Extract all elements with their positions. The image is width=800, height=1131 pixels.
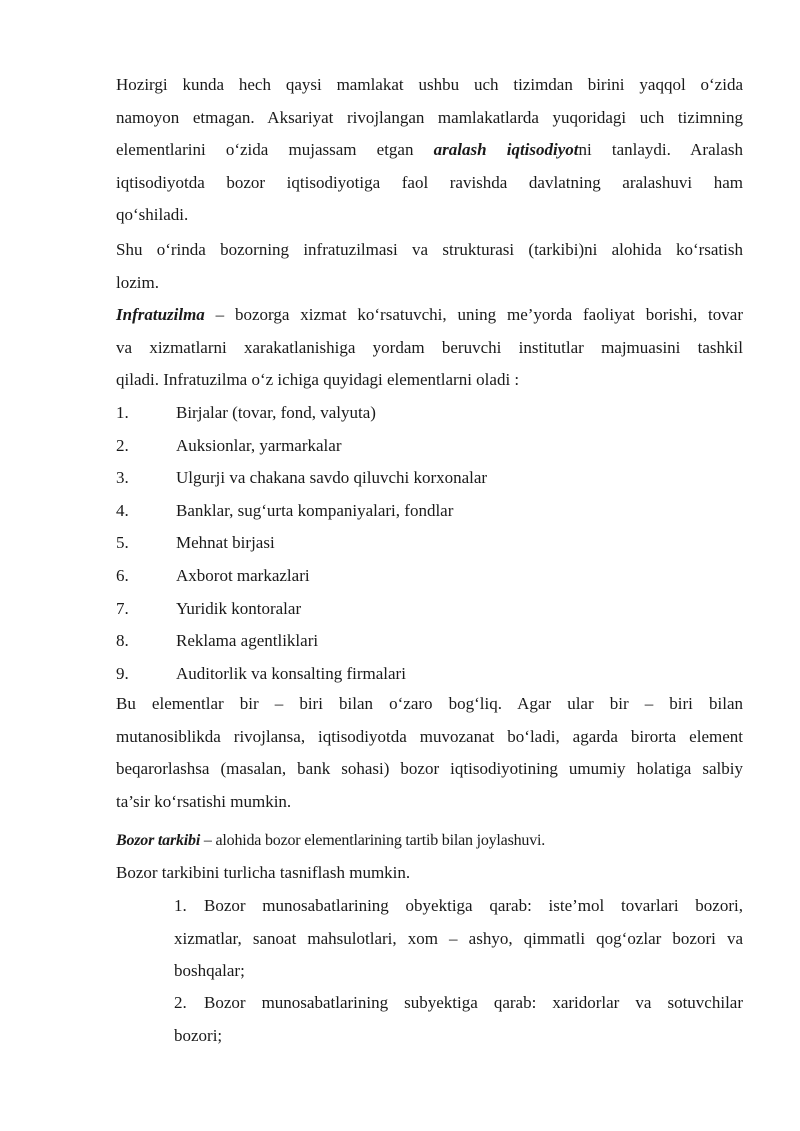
relation-line-2: mutanosiblikda rivojlansa, iqtisodiyotda muvozanat bo‘ladi, agarda birorta element <box>116 726 743 746</box>
classification-sentence <box>116 857 743 890</box>
infrastructure-definition <box>116 299 743 397</box>
list-item-number: 5. <box>116 533 129 553</box>
list-item-text: Bozor munosabatlarining subyektiga qarab: xaridorlar va sotuvchilar <box>204 993 743 1012</box>
market-structure-term: Bozor tarkibi <box>116 832 201 849</box>
list-item-text: Auditorlik va konsalting firmalari <box>176 663 406 683</box>
list-item-number: 6. <box>116 565 129 585</box>
infra-line-1 <box>116 299 743 332</box>
list-item-number: 9. <box>116 663 129 683</box>
para2-line-1: Shu o‘rinda bozorning infratuzilmasi va strukturasi (tarkibi)ni alohida ko‘rsatish <box>116 240 743 259</box>
list-item-text: Bozor munosabatlarining obyektiga qarab: iste’mol tovarlari bozori, <box>204 896 743 915</box>
classification-item-1-line-2: xizmatlar, sanoat mahsulotlari, xom – ashyo, qimmatli qog‘ozlar bozori va <box>174 928 743 948</box>
list-item-number: 1. <box>116 403 129 422</box>
relation-line-1: Bu elementlar bir – biri bilan o‘zaro bog‘liq. Agar ular bir – biri bilan <box>116 694 743 713</box>
list-item-number: 3. <box>116 468 129 488</box>
list-item-text: Birjalar (tovar, fond, valyuta) <box>176 403 376 422</box>
list-item-text: Axborot markazlari <box>176 565 310 585</box>
infrastructure-term: Infratuzilma <box>116 305 205 324</box>
mixed-economy-term: aralash iqtisodiyot <box>433 140 579 159</box>
structure-line-rest: – alohida bozor elementlarining tartib bilan joylashuvi. <box>200 832 546 849</box>
list-item <box>116 397 487 430</box>
list-item-number: 8. <box>116 631 129 651</box>
classification-item-1-line-3: boshqalar; <box>174 961 245 980</box>
elements-relation-paragraph <box>116 688 743 818</box>
infrastructure-elements-list <box>116 397 487 690</box>
classification-item-2-line-1 <box>174 987 743 1020</box>
list-item <box>116 462 487 495</box>
relation-line-4: ta’sir ko‘rsatishi mumkin. <box>116 791 292 811</box>
classification-item-2-line-2: bozori; <box>174 1025 223 1045</box>
intro-line-5: qo‘shiladi. <box>116 205 189 224</box>
intro-line-3-end: ni tanlaydi. Aralash <box>578 140 743 159</box>
market-structure-definition <box>116 825 743 858</box>
infra-line-1-rest: – bozorga xizmat ko‘rsatuvchi, uning me’yorda faoliyat borishi, tovar <box>204 305 743 324</box>
list-item-text: Mehnat birjasi <box>176 533 275 553</box>
list-item-text: Reklama agentliklari <box>176 631 319 651</box>
list-item <box>116 658 487 691</box>
infra-line-3: qiladi. Infratuzilma o‘z ichiga quyidagi elementlarni oladi : <box>116 370 520 389</box>
intro-line-2: namoyon etmagan. Aksariyat rivojlangan mamlakatlarda yuqoridagi uch tizimning <box>116 107 743 127</box>
structure-line <box>116 825 743 858</box>
list-item <box>116 430 487 463</box>
classification-item-1-line-1 <box>174 890 743 923</box>
list-item-text: Yuridik kontoralar <box>176 598 302 618</box>
list-item-number: 2. <box>116 435 129 455</box>
list-item-text: Banklar, sug‘urta kompaniyalari, fondlar <box>176 500 454 520</box>
classification-text: Bozor tarkibini turlicha tasniflash mumkin. <box>116 863 411 882</box>
list-item-text: Auksionlar, yarmarkalar <box>176 435 342 455</box>
infra-line-2: va xizmatlarni xarakatlanishiga yordam beruvchi institutlar majmuasini tashkil <box>116 337 743 357</box>
list-item-number: 2. <box>174 993 187 1012</box>
intro-line-4: iqtisodiyotda bozor iqtisodiyotiga faol ravishda davlatning aralashuvi ham <box>116 172 743 192</box>
intro-paragraph <box>116 69 743 232</box>
list-item <box>116 560 487 593</box>
list-item-text: Ulgurji va chakana savdo qiluvchi korxonalar <box>176 468 488 488</box>
list-item <box>116 625 487 658</box>
list-item <box>116 593 487 626</box>
list-item <box>116 527 487 560</box>
list-item <box>116 495 487 528</box>
list-item-number: 1. <box>174 896 187 915</box>
intro-line-3 <box>116 134 743 167</box>
relation-line-3: beqarorlashsa (masalan, bank sohasi) bozor iqtisodiyotining umumiy holatiga salbiy <box>116 759 743 778</box>
classification-item-1 <box>174 890 743 988</box>
infrastructure-intro-paragraph <box>116 234 743 299</box>
para2-line-2: lozim. <box>116 272 159 292</box>
list-item-number: 7. <box>116 598 129 618</box>
intro-line-3-start: elementlarini o‘zida mujassam etgan <box>116 140 434 159</box>
intro-line-1: Hozirgi kunda hech qaysi mamlakat ushbu uch tizimdan birini yaqqol o‘zida <box>116 75 743 94</box>
list-item-number: 4. <box>116 500 129 520</box>
classification-item-2 <box>174 987 743 1052</box>
